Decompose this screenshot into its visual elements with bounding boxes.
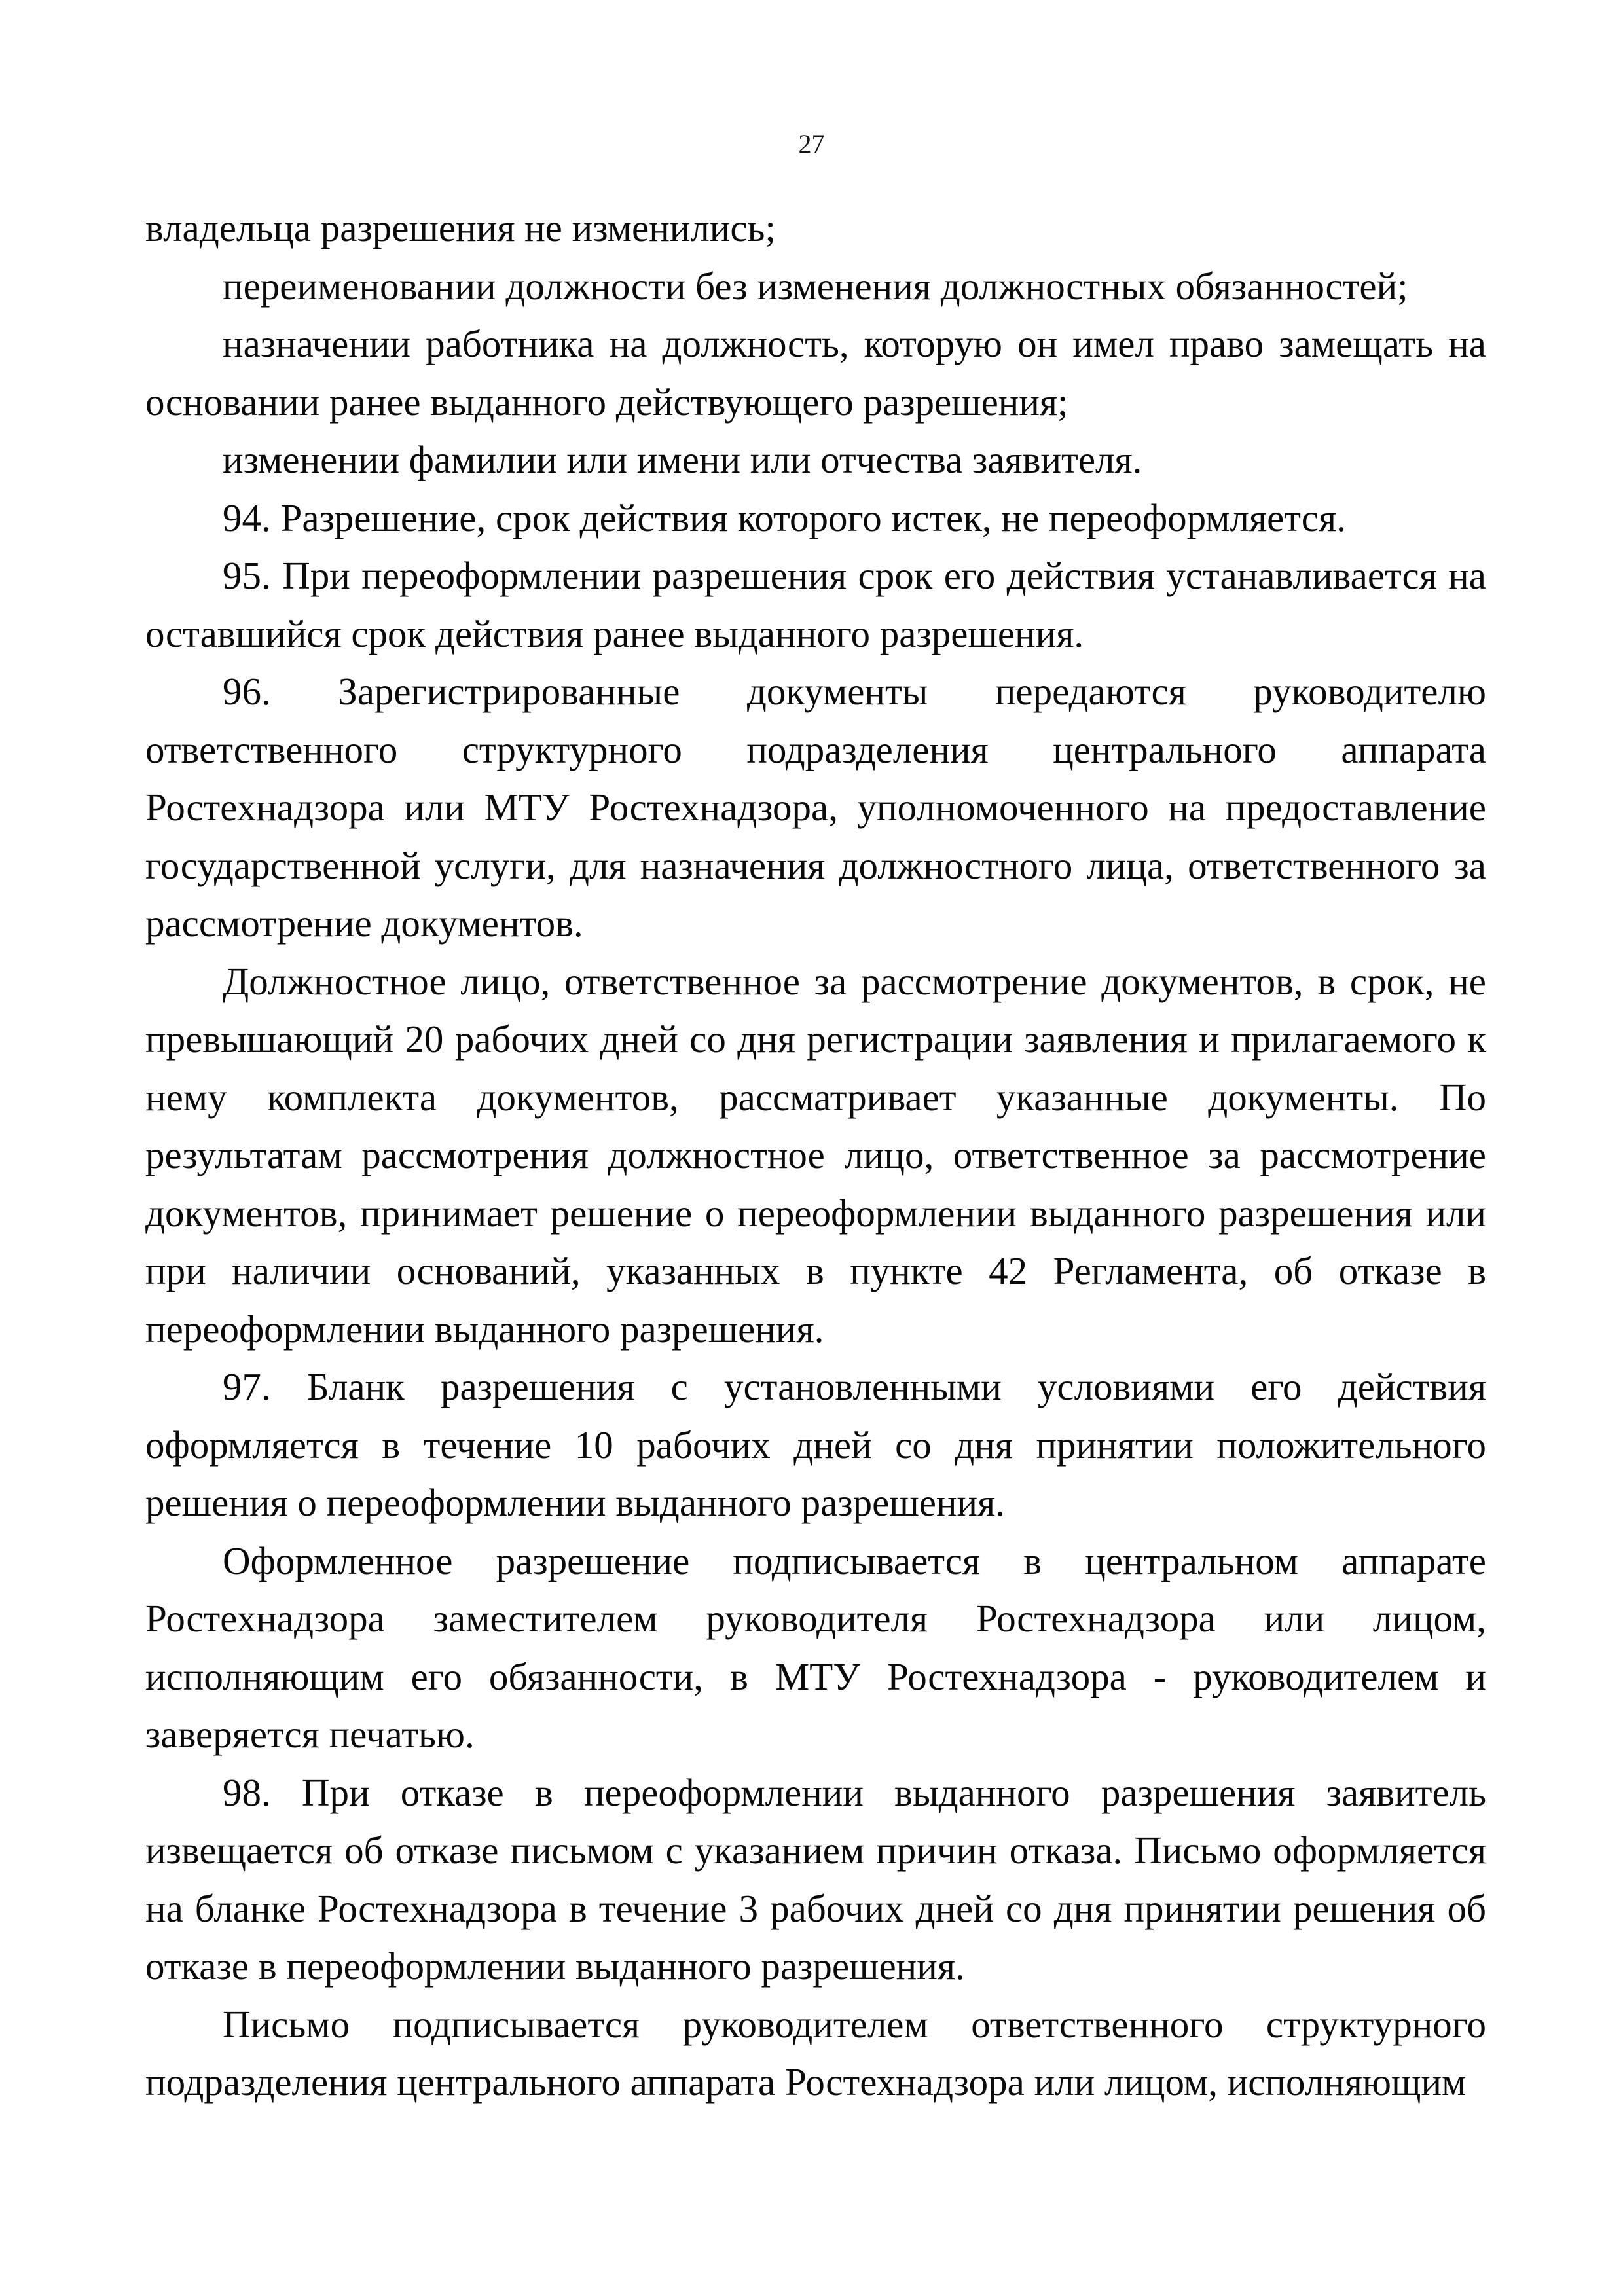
paragraph-list-item-appointment: назначении работника на должность, которую он имел право замещать на основании ранее выданного действующего разрешения; [145, 322, 1486, 424]
paragraph-clause-97: 97. Бланк разрешения с установленными условиями его действия оформляется в течение 10 рабочих дней со дня принятии положительного решения о переоформлении выданного разрешения. [145, 1365, 1486, 1524]
paragraph-clause-96: 96. Зарегистрированные документы передаются руководителю ответственного структурного подразделения центрального аппарата Ростехнадзора или МТУ Ростехнадзора, уполномоченного на предоставление государственной услуги, для назначения должностного лица, ответственного за рассмотрение документов. [145, 670, 1486, 945]
paragraph-list-item-name-change: изменении фамилии или имени или отчества заявителя. [223, 438, 1142, 481]
paragraph-signing: Оформленное разрешение подписывается в центральном аппарате Ростехнадзора заместителем руководителя Ростехнадзора или лицом, исполняющим его обязанности, в МТУ Ростехнадзора - руководителем и заверяется печатью. [145, 1539, 1486, 1756]
paragraph-list-item-rename: переименовании должности без изменения должностных обязанностей; [223, 264, 1408, 308]
paragraph-letter-signing: Письмо подписывается руководителем ответственного структурного подразделения центрального аппарата Ростехнадзора или лицом, исполняющим [145, 2002, 1486, 2104]
document-body [145, 199, 1486, 2111]
page-number: 27 [798, 129, 825, 158]
paragraph-clause-98: 98. При отказе в переоформлении выданного разрешения заявитель извещается об отказе письмом с указанием причин отказа. Письмо оформляется на бланке Ростехнадзора в течение 3 рабочих дней со дня принятии решения об отказе в переоформлении выданного разрешения. [145, 1770, 1486, 1988]
paragraph-continuation: владельца разрешения не изменились; [145, 206, 776, 249]
paragraph-clause-94: 94. Разрешение, срок действия которого истек, не переоформляется. [223, 496, 1346, 539]
paragraph-official-review: Должностное лицо, ответственное за рассмотрение документов, в срок, не превышающий 20 рабочих дней со дня регистрации заявления и прилагаемого к нему комплекта документов, рассматривает указанные документы. По результатам рассмотрения должностное лицо, ответственное за рассмотрение документов, принимает решение о переоформлении выданного разрешения или при наличии оснований, указанных в пункте 42 Регламента, об отказе в переоформлении выданного разрешения. [145, 959, 1486, 1351]
paragraph-clause-95: 95. При переоформлении разрешения срок его действия устанавливается на оставшийся срок действия ранее выданного разрешения. [145, 554, 1486, 655]
